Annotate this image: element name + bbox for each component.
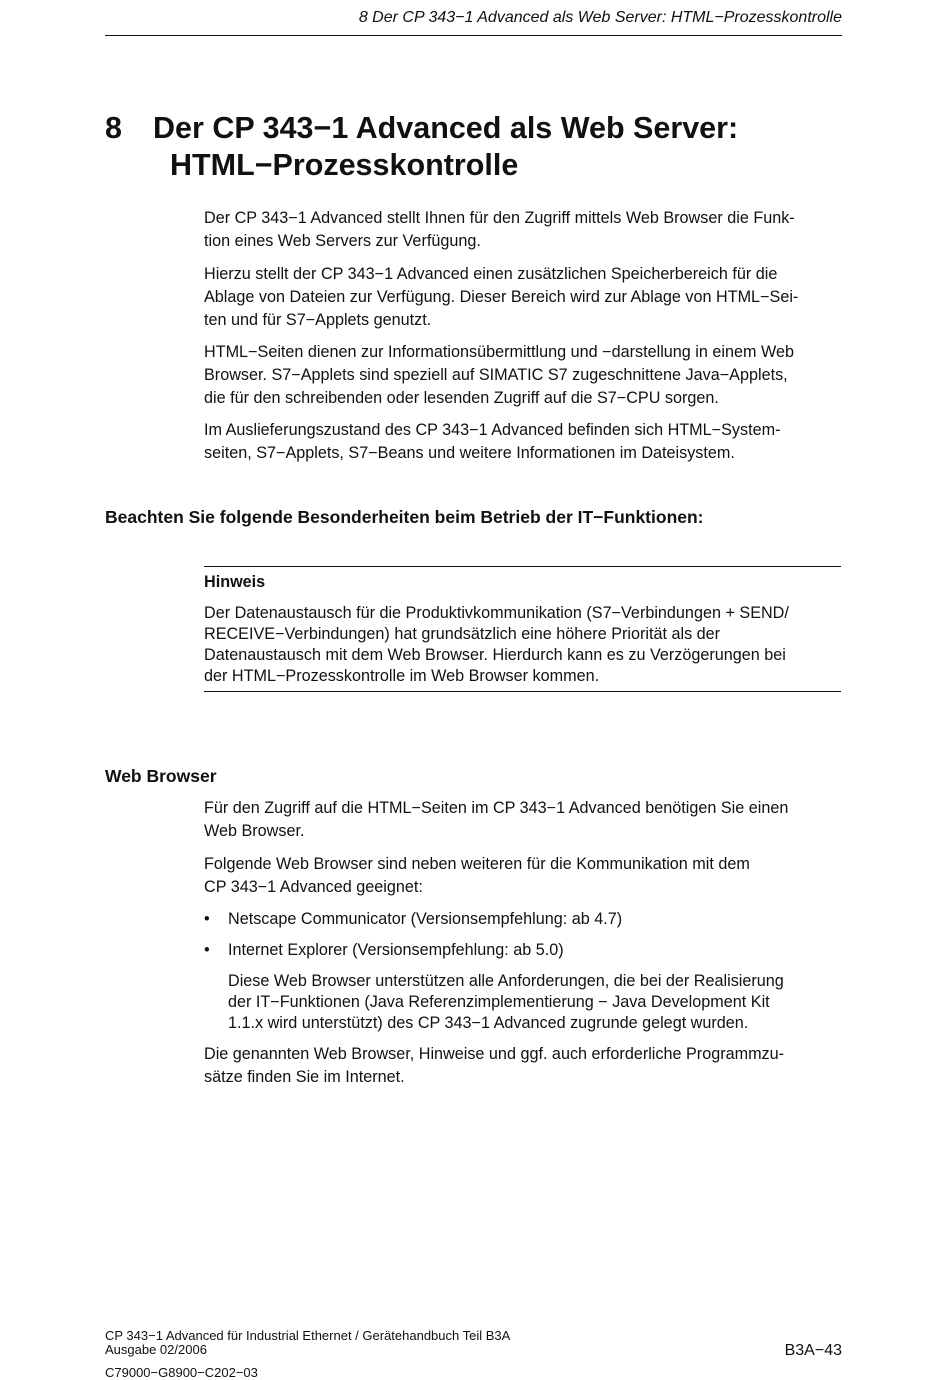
footer-manual-title: CP 343−1 Advanced für Industrial Ethernet / Gerätehandbuch Teil B3A [105,1328,511,1343]
text-line: 1.1.x wird unterstützt) des CP 343−1 Advanced zugrunde gelegt wurden. [228,1014,749,1032]
chapter-title-line2: HTML−Prozesskontrolle [170,148,519,182]
text-line: Browser. S7−Applets sind speziell auf SIMATIC S7 zugeschnittene Java−Applets, [204,366,788,384]
web-browser-paragraph-1 [204,797,844,843]
note-title: Hinweis [204,573,266,591]
text-line: RECEIVE−Verbindungen) hat grundsätzlich eine höhere Priorität als der [204,625,721,643]
header-rule [105,35,842,36]
intro-paragraph-1 [204,207,844,253]
text-line: Folgende Web Browser sind neben weiteren für die Kommunikation mit dem [204,855,750,873]
text-line: ten und für S7−Applets genutzt. [204,311,432,329]
text-line: Web Browser. [204,822,305,840]
text-line: HTML−Seiten dienen zur Informationsübermittlung und −darstellung in einem Web [204,343,794,361]
running-header: 8 Der CP 343−1 Advanced als Web Server: HTML−Prozesskontrolle [358,9,842,26]
text-line: Die genannten Web Browser, Hinweise und ggf. auch erforderliche Programmzu- [204,1045,785,1063]
note-box [204,566,841,692]
footer-edition: Ausgabe 02/2006 [105,1342,207,1357]
text-line: Datenaustausch mit dem Web Browser. Hierdurch kann es zu Verzögerungen bei [204,646,786,664]
footer-info [105,1329,510,1380]
text-line: Der Datenaustausch für die Produktivkommunikation (S7−Verbindungen + SEND/ [204,604,789,622]
chapter-title-text [153,110,842,184]
section-heading-web-browser: Web Browser [105,766,217,786]
footer-doc-id: C79000−G8900−C202−03 [105,1365,258,1380]
chapter-title [105,110,842,184]
text-line: seiten, S7−Applets, S7−Beans und weitere Informationen im Dateisystem. [204,444,735,462]
text-line: der IT−Funktionen (Java Referenzimplementierung − Java Development Kit [228,993,770,1011]
text-line: Hierzu stellt der CP 343−1 Advanced einen zusätzlichen Speicherbereich für die [204,265,778,283]
text-line: der HTML−Prozesskontrolle im Web Browser kommen. [204,667,600,685]
intro-paragraph-2 [204,263,844,332]
text-line: Ablage von Dateien zur Verfügung. Dieser Bereich wird zur Ablage von HTML−Sei- [204,288,799,306]
intro-paragraph-3 [204,341,844,410]
list-item-text: Internet Explorer (Versionsempfehlung: ab 5.0) [228,941,564,959]
text-line: Diese Web Browser unterstützen alle Anforderungen, die bei der Realisierung [228,972,784,990]
list-item-text: Netscape Communicator (Versionsempfehlung: ab 4.7) [228,910,623,928]
section-heading-it-functions: Beachten Sie folgende Besonderheiten beim Betrieb der IT−Funktionen: [105,507,704,527]
chapter-number: 8 [105,111,122,145]
text-line: tion eines Web Servers zur Verfügung. [204,232,481,250]
bullet-icon: • [204,910,210,928]
text-line: Der CP 343−1 Advanced stellt Ihnen für den Zugriff mittels Web Browser die Funk- [204,209,795,227]
browser-support-note [228,971,844,1034]
text-line: die für den schreibenden oder lesenden Zugriff auf die S7−CPU sorgen. [204,389,719,407]
note-body [204,603,841,687]
text-line: Für den Zugriff auf die HTML−Seiten im CP 343−1 Advanced benötigen Sie einen [204,799,789,817]
web-browser-paragraph-3 [204,1043,844,1089]
web-browser-paragraph-2 [204,853,844,899]
chapter-title-line1: Der CP 343−1 Advanced als Web Server: [153,111,739,145]
intro-paragraph-4 [204,419,844,465]
text-line: CP 343−1 Advanced geeignet: [204,878,423,896]
bullet-icon: • [204,941,210,959]
text-line: Im Auslieferungszustand des CP 343−1 Advanced befinden sich HTML−System- [204,421,781,439]
text-line: sätze finden Sie im Internet. [204,1068,405,1086]
page-number: B3A−43 [784,1342,842,1359]
